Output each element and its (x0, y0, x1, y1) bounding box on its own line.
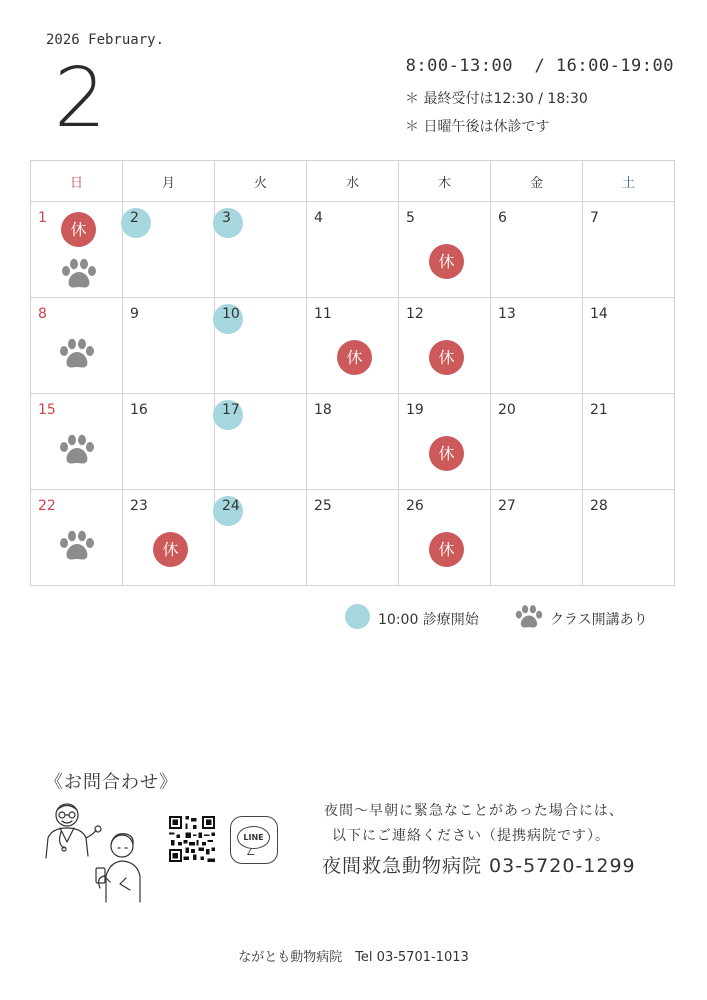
day-number: 18 (314, 402, 332, 418)
calendar-day-cell (491, 202, 583, 298)
weekday-tue: 火 (215, 161, 307, 202)
day-number: 23 (130, 498, 148, 514)
day-number: 10 (222, 306, 240, 322)
paw-icon (515, 604, 543, 630)
day-number: 22 (38, 498, 56, 514)
emergency-hospital-phone: 夜間救急動物病院 03-5720-1299 (322, 855, 636, 877)
weekday-sun: 日 (31, 161, 123, 202)
day-number: 17 (222, 402, 240, 418)
calendar-day-cell (215, 490, 307, 586)
day-number: 28 (590, 498, 608, 514)
closed-day-badge: 休 (337, 340, 372, 375)
day-number: 13 (498, 306, 516, 322)
day-number: 7 (590, 210, 599, 226)
calendar-day-cell (215, 394, 307, 490)
calendar-day-cell (491, 394, 583, 490)
calendar-day-cell (123, 394, 215, 490)
legend-class-label: クラス開講あり (550, 612, 648, 628)
closed-day-badge: 休 (429, 244, 464, 279)
day-number: 15 (38, 402, 56, 418)
month-number: 2 (54, 51, 107, 146)
calendar-week-row (31, 490, 675, 586)
calendar-day-cell (583, 202, 675, 298)
late-start-marker-icon (345, 604, 370, 629)
line-bubble-tail (247, 848, 258, 855)
calendar-day-cell (123, 298, 215, 394)
day-number: 11 (314, 306, 332, 322)
legend-late-start-label: 10:00 診療開始 (378, 612, 479, 628)
line-app-icon[interactable] (230, 816, 278, 864)
calendar-day-cell (583, 490, 675, 586)
calendar-day-cell (491, 298, 583, 394)
day-number: 2 (130, 210, 139, 226)
qr-code-icon[interactable] (169, 816, 215, 862)
day-number: 19 (406, 402, 424, 418)
calendar-day-cell (491, 490, 583, 586)
calendar-day-cell (307, 394, 399, 490)
calendar-day-cell (123, 490, 215, 586)
last-reception-note: ＊ 最終受付は12:30 / 18:30 (405, 91, 588, 107)
contact-title: 《お問合わせ》 (45, 772, 178, 793)
calendar-day-cell (31, 202, 123, 298)
paw-icon (59, 338, 95, 370)
day-number: 8 (38, 306, 47, 322)
sunday-closed-note: ＊ 日曜午後は休診です (405, 119, 550, 135)
vet-and-owner-illustration-icon (40, 798, 152, 908)
line-logo-text: LINE (237, 826, 270, 849)
day-number: 24 (222, 498, 240, 514)
weekday-header-row (31, 161, 675, 202)
day-number: 4 (314, 210, 323, 226)
closed-day-badge: 休 (429, 436, 464, 471)
clinic-hours: 8:00-13:00 / 16:00-19:00 (405, 56, 674, 76)
calendar-day-cell (31, 490, 123, 586)
paw-icon (59, 434, 95, 466)
day-number: 25 (314, 498, 332, 514)
day-number: 16 (130, 402, 148, 418)
paw-icon (61, 258, 97, 290)
calendar-day-cell (307, 490, 399, 586)
day-number: 21 (590, 402, 608, 418)
weekday-fri: 金 (491, 161, 583, 202)
calendar-day-cell (215, 202, 307, 298)
calendar-day-cell (123, 202, 215, 298)
calendar-day-cell (583, 298, 675, 394)
calendar-day-cell (31, 298, 123, 394)
calendar-day-cell (399, 394, 491, 490)
day-number: 27 (498, 498, 516, 514)
weekday-sat: 土 (583, 161, 675, 202)
day-number: 9 (130, 306, 139, 322)
calendar-day-cell (307, 202, 399, 298)
closed-day-badge: 休 (429, 532, 464, 567)
weekday-mon: 月 (123, 161, 215, 202)
closed-day-badge: 休 (153, 532, 188, 567)
day-number: 6 (498, 210, 507, 226)
calendar-day-cell (583, 394, 675, 490)
day-number: 20 (498, 402, 516, 418)
emergency-note-line2: 以下にご連絡ください（提携病院です）。 (332, 828, 610, 844)
weekday-wed: 水 (307, 161, 399, 202)
calendar-day-cell (399, 202, 491, 298)
calendar-day-cell (215, 298, 307, 394)
closed-day-badge: 休 (61, 212, 96, 247)
calendar-day-cell (399, 490, 491, 586)
day-number: 5 (406, 210, 415, 226)
weekday-thu: 木 (399, 161, 491, 202)
calendar-week-row (31, 298, 675, 394)
calendar-grid (30, 160, 675, 586)
calendar-day-cell (399, 298, 491, 394)
emergency-note-line1: 夜間～早朝に緊急なことがあった場合には、 (324, 803, 624, 819)
calendar-day-cell (307, 298, 399, 394)
paw-icon (59, 530, 95, 562)
calendar-week-row (31, 202, 675, 298)
day-number: 14 (590, 306, 608, 322)
day-number: 1 (38, 210, 47, 226)
year-month: 2026 February. (46, 32, 165, 48)
calendar-day-cell (31, 394, 123, 490)
footer-clinic-info: ながとも動物病院 Tel 03-5701-1013 (238, 950, 469, 965)
closed-day-badge: 休 (429, 340, 464, 375)
day-number: 12 (406, 306, 424, 322)
calendar-week-row (31, 394, 675, 490)
day-number: 26 (406, 498, 424, 514)
day-number: 3 (222, 210, 231, 226)
